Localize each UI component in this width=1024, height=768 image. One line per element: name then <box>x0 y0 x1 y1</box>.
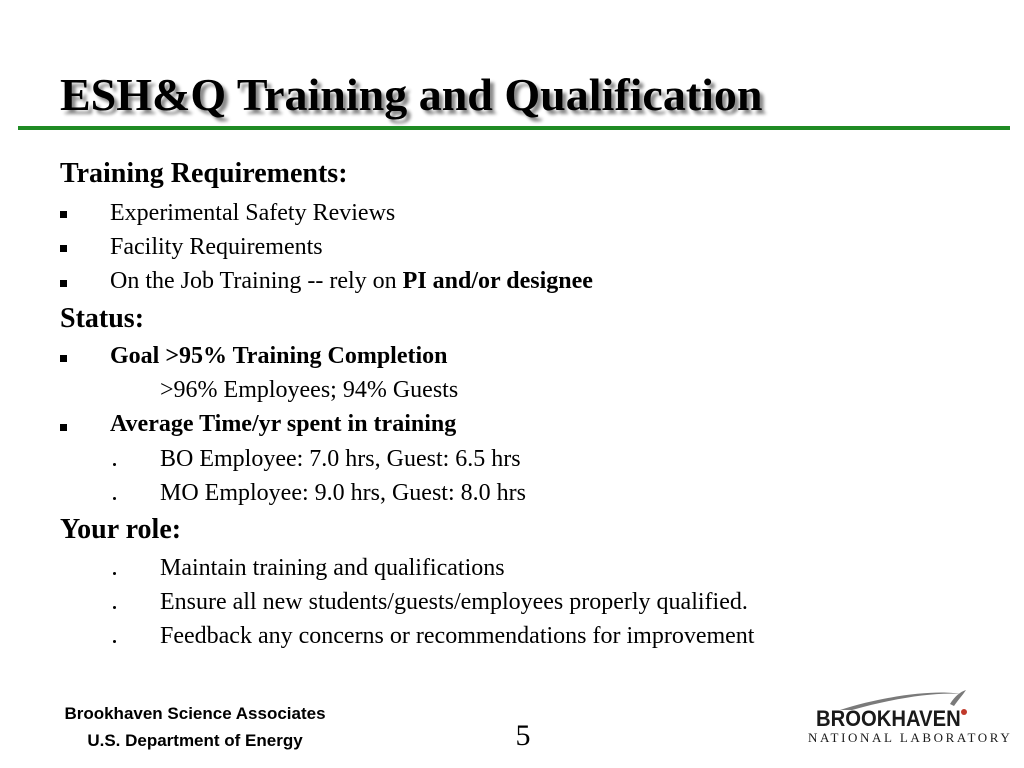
status-average-time: Average Time/yr spent in training <box>110 411 457 437</box>
square-bullet-icon <box>60 424 67 431</box>
status-goal: Goal >95% Training Completion <box>110 343 448 369</box>
status-bo-employee: BO Employee: 7.0 hrs, Guest: 6.5 hrs <box>160 446 521 472</box>
title-rule <box>18 126 1010 130</box>
on-the-job-text: On the Job Training -- rely on <box>110 268 403 294</box>
dot-bullet-icon <box>113 572 116 575</box>
logo-subtitle: NATIONAL LABORATORY <box>808 730 1013 745</box>
training-item-safety-reviews: Experimental Safety Reviews <box>110 200 396 226</box>
square-bullet-icon <box>60 245 67 252</box>
footer-org-line2: U.S. Department of Energy <box>87 731 303 750</box>
square-bullet-icon <box>60 211 67 218</box>
training-requirements-heading: Training Requirements: <box>60 158 348 189</box>
square-bullet-icon <box>60 280 67 287</box>
logo-accent-dot <box>961 709 967 715</box>
training-item-on-the-job <box>110 266 593 296</box>
slide-title: ESH&Q Training and Qualification <box>60 69 763 120</box>
square-bullet-icon <box>60 355 67 362</box>
dot-bullet-icon <box>113 497 116 500</box>
role-item-ensure: Ensure all new students/guests/employees properly qualified. <box>160 589 748 615</box>
dot-bullet-icon <box>113 640 116 643</box>
status-mo-employee: MO Employee: 9.0 hrs, Guest: 8.0 hrs <box>160 480 526 506</box>
brookhaven-logo <box>800 688 1013 758</box>
role-item-maintain: Maintain training and qualifications <box>160 555 505 581</box>
logo-wordmark: BROOKHAVEN <box>816 706 961 731</box>
training-item-facility: Facility Requirements <box>110 234 323 260</box>
status-heading: Status: <box>60 303 145 334</box>
page-number: 5 <box>515 719 531 752</box>
dot-bullet-icon <box>113 606 116 609</box>
footer-organization <box>30 700 360 754</box>
your-role-heading: Your role: <box>60 514 182 545</box>
footer-org-line1: Brookhaven Science Associates <box>64 704 326 723</box>
pi-designee-text: PI and/or designee <box>402 268 593 294</box>
status-goal-detail: >96% Employees; 94% Guests <box>160 377 459 403</box>
role-item-feedback: Feedback any concerns or recommendations for improvement <box>160 623 755 649</box>
dot-bullet-icon <box>113 463 116 466</box>
